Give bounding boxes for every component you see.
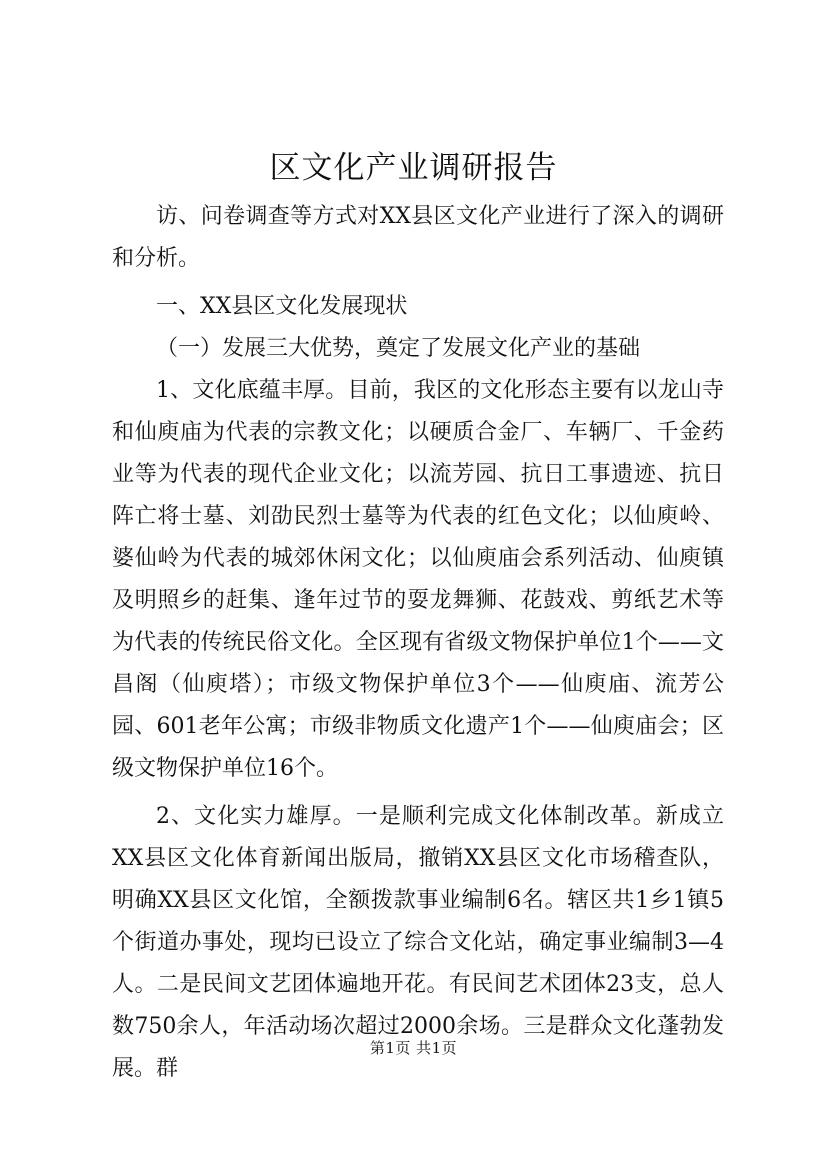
subsection-heading-1: （一）发展三大优势，奠定了发展文化产业的基础: [156, 336, 641, 361]
paragraph-cultural-heritage: 1、文化底蕴丰厚。目前，我区的文化形态主要有以龙山寺和仙庾庙为代表的宗教文化；以硬质合金厂、车辆厂、千金药业等为代表的现代企业文化；以流芳园、抗日工事遗迹、抗日阵亡将士墓、刘劭民烈士墓等为代表的红色文化；以仙庾岭、婆仙岭为代表的城郊休闲文化；以仙庾庙会系列活动、仙庾镇及明照乡的赶集、逢年过节的耍龙舞狮、花鼓戏、剪纸艺术等为代表的传统民俗文化。全区现有省级文物保护单位1个——文昌阁（仙庾塔）；市级文物保护单位3个——仙庾庙、流芳公园、601老年公寓；市级非物质文化遗产1个——仙庾庙会；区级文物保护单位16个。: [112, 378, 724, 781]
section-heading-1: 一、XX县区文化发展现状: [156, 294, 408, 319]
paragraph-intro: 访、问卷调查等方式对XX县区文化产业进行了深入的调研和分析。: [112, 204, 724, 271]
paragraph-cultural-strength: 2、文化实力雄厚。一是顺利完成文化体制改革。新成立XX县区文化体育新闻出版局，撤销XX县区文化市场稽查队，明确XX县区文化馆，全额拨款事业编制6名。辖区共1乡1镇5个街道办事处，现均已设立了综合文化站，确定事业编制3—4人。二是民间文艺团体遍地开花。有民间艺术团体23支，总人数750余人，年活动场次超过2000余场。三是群众文化蓬勃发展。群: [112, 804, 724, 1081]
document-body: [112, 196, 724, 1090]
document-title: 区文化产业调研报告: [269, 150, 558, 186]
page-footer: 第1页 共1页: [369, 1039, 458, 1057]
